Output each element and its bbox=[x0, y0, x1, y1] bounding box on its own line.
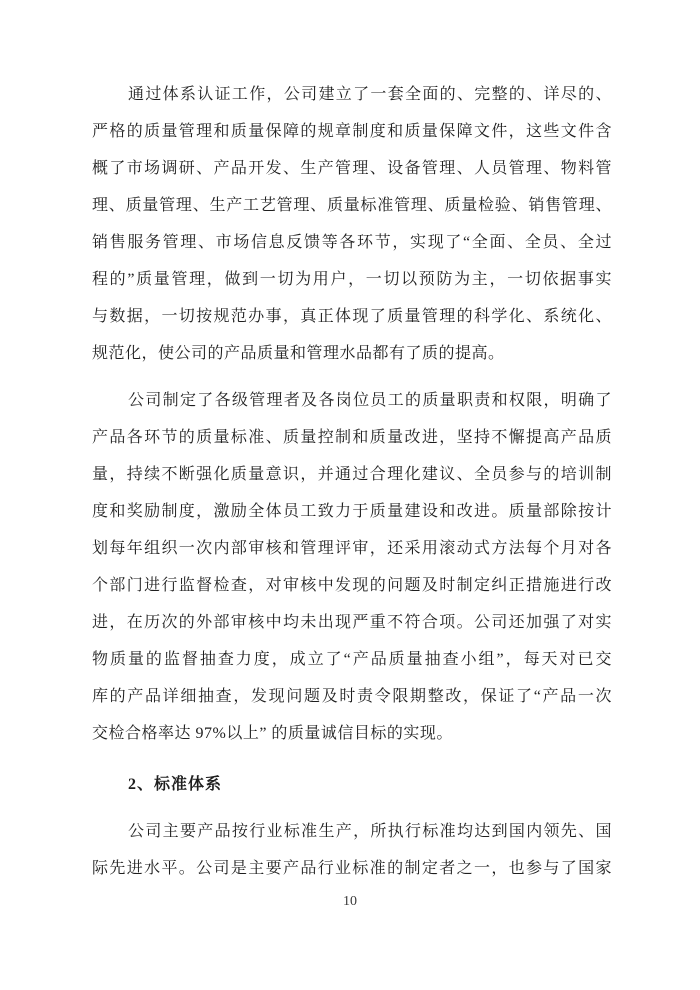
text-line: 产品各环节的质量标准、质量控制和质量改进，坚持不懈提高产品质 bbox=[92, 429, 612, 446]
paragraph bbox=[92, 76, 612, 372]
document-content bbox=[92, 76, 612, 897]
text-line: 际先进水平。公司是主要产品行业标准的制定者之一，也参与了国家 bbox=[92, 860, 612, 877]
text-line: 物质量的监督抽查力度，成立了“产品质量抽查小组”，每天对已交 bbox=[92, 651, 612, 668]
text-line: 划每年组织一次内部审核和管理评审，还采用滚动式方法每个月对各 bbox=[92, 540, 612, 557]
heading-line: 2、标准体系 bbox=[128, 776, 223, 793]
text-line: 与数据，一切按规范办事，真正体现了质量管理的科学化、系统化、 bbox=[92, 308, 612, 325]
text-line: 量，持续不断强化质量意识，并通过合理化建议、全员参与的培训制 bbox=[92, 466, 612, 483]
section-heading bbox=[92, 766, 612, 803]
text-line: 程的”质量管理，做到一切为用户，一切以预防为主，一切依据事实 bbox=[92, 271, 612, 288]
text-line: 规范化，使公司的产品质量和管理水品都有了质的提高。 bbox=[92, 345, 505, 362]
text-line: 交检合格率达 97%以上” 的质量诚信目标的实现。 bbox=[92, 725, 453, 742]
text-line: 概了市场调研、产品开发、生产管理、设备管理、人员管理、物料管 bbox=[92, 160, 612, 177]
text-line: 理、质量管理、生产工艺管理、质量标准管理、质量检验、销售管理、 bbox=[92, 197, 612, 214]
text-line: 严格的质量管理和质量保障的规章制度和质量保障文件，这些文件含 bbox=[92, 123, 612, 140]
text-line: 公司主要产品按行业标准生产，所执行标准均达到国内领先、国 bbox=[128, 823, 612, 840]
text-line: 公司制定了各级管理者及各岗位员工的质量职责和权限，明确了 bbox=[128, 392, 612, 409]
paragraph bbox=[92, 813, 612, 887]
page-number: 10 bbox=[343, 894, 357, 909]
text-line: 个部门进行监督检查，对审核中发现的问题及时制定纠正措施进行改 bbox=[92, 577, 612, 594]
text-line: 库的产品详细抽查，发现问题及时责令限期整改，保证了“产品一次 bbox=[92, 688, 612, 705]
paragraph bbox=[92, 382, 612, 752]
text-line: 销售服务管理、市场信息反馈等各环节，实现了“全面、全员、全过 bbox=[92, 234, 612, 251]
text-line: 进，在历次的外部审核中均未出现严重不符合项。公司还加强了对实 bbox=[92, 614, 612, 631]
text-line: 度和奖励制度，激励全体员工致力于质量建设和改进。质量部除按计 bbox=[92, 503, 612, 520]
text-line: 通过体系认证工作，公司建立了一套全面的、完整的、详尽的、 bbox=[128, 86, 612, 103]
